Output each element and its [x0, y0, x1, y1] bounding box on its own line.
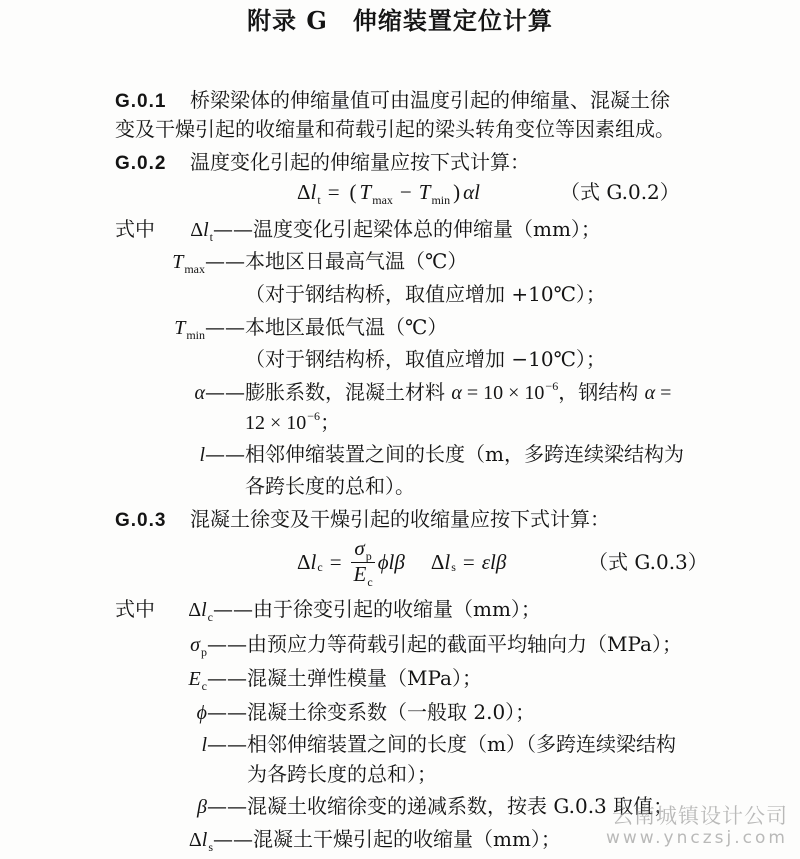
definition-beta	[0, 794, 673, 819]
open-paren: (	[349, 180, 357, 204]
definition-phi	[0, 700, 535, 725]
formula-g02	[297, 180, 480, 207]
equals-sign: =	[329, 549, 342, 574]
definition-alpha	[0, 380, 671, 407]
minus-sign: −	[399, 180, 412, 204]
symbol-beta	[0, 794, 207, 819]
clause-g03	[115, 507, 610, 533]
var-e: E	[188, 668, 201, 690]
definition-text-a: ——膨胀系数，混凝土材料	[205, 380, 452, 404]
definition-text: ——相邻伸缩装置之间的长度（m，多跨连续梁结构为	[205, 442, 684, 466]
definition-t-max-note: （对于钢结构桥，取值应增加 +10℃）；	[245, 282, 606, 306]
definition-t-min	[0, 315, 447, 342]
symbol-sigma-p	[0, 632, 207, 659]
definition-text: ——由预应力等荷载引起的截面平均轴向力（MPa）；	[207, 632, 682, 656]
formula-label-g03: （式 G.0.3）	[588, 550, 708, 574]
definition-delta-lc	[0, 597, 541, 624]
where-label-g03: 式中	[115, 597, 155, 621]
definition-text: ——混凝土徐变系数（一般取 2.0）；	[207, 700, 536, 724]
subscript-c: c	[201, 679, 207, 693]
subscript-c: c	[317, 559, 323, 574]
clause-number-g03: G.0.3	[115, 510, 167, 531]
var-e: E	[353, 561, 367, 586]
subscript-c: c	[207, 610, 213, 624]
definition-text: ——混凝土干燥引起的收缩量（mm）；	[213, 827, 561, 851]
symbol-delta-lc	[0, 597, 213, 624]
var-beta: β	[197, 796, 207, 818]
definition-text: ——温度变化引起梁体总的伸缩量（mm）；	[213, 217, 601, 241]
watermark-company: 云南城镇设计公司	[612, 804, 788, 828]
definition-text: ——本地区日最高气温（℃）	[205, 249, 468, 273]
formula-g03	[297, 535, 507, 589]
var-phi-l-beta: ϕlβ	[377, 549, 405, 574]
var-l: l	[201, 734, 207, 756]
definition-l-g03	[0, 732, 676, 757]
definition-t-min-note: （对于钢结构桥，取值应增加 −10℃）；	[245, 347, 606, 371]
clause-g01-text-1: 桥梁梁体的伸缩量值可由温度引起的伸缩量、混凝土徐	[190, 88, 670, 112]
delta-symbol: Δ	[430, 549, 445, 574]
definition-delta-lt	[0, 217, 601, 244]
symbol-l	[0, 442, 205, 467]
clause-number-g01: G.0.1	[115, 91, 167, 112]
var-l: l	[444, 549, 451, 574]
delta-symbol: Δ	[297, 549, 311, 574]
var-l: l	[199, 444, 205, 466]
definition-sigma-p	[0, 632, 682, 659]
fraction-sigma-over-e	[351, 535, 376, 589]
var-epsilon-l-beta: εlβ	[481, 549, 507, 574]
var-t: T	[172, 251, 184, 273]
var-l: l	[203, 219, 209, 241]
symbol-t-max	[0, 249, 205, 276]
definition-text: ——由于徐变引起的收缩量（mm）；	[213, 597, 541, 621]
fraction-denominator	[351, 563, 376, 587]
definition-text: ——混凝土弹性模量（MPa）；	[207, 666, 482, 690]
fraction-numerator	[351, 535, 374, 563]
clause-g02-text: 温度变化引起的伸缩量应按下式计算：	[190, 150, 530, 174]
clause-g01-line1	[115, 88, 670, 114]
definition-text: ——本地区最低气温（℃）	[205, 315, 448, 339]
definition-text: ——相邻伸缩装置之间的长度（m）（多跨连续梁结构	[207, 732, 676, 756]
var-l: l	[310, 549, 317, 574]
exponent: −6	[545, 379, 559, 393]
var-t: T	[174, 317, 186, 339]
symbol-e-c	[0, 666, 207, 693]
symbol-alpha	[0, 380, 205, 405]
var-sigma: σ	[190, 634, 200, 656]
where-label-g02: 式中	[115, 217, 155, 241]
semicolon: ；	[320, 410, 341, 434]
var-alpha: α	[194, 382, 205, 404]
equals-text: =	[655, 382, 672, 404]
subscript-p: p	[201, 645, 207, 659]
delta-symbol: Δ	[188, 599, 202, 621]
var-l: l	[310, 180, 317, 204]
var-t-min: T	[418, 180, 431, 204]
var-alpha-inline-2: α	[644, 382, 656, 404]
clause-g03-text: 混凝土徐变及干燥引起的收缩量应按下式计算：	[190, 507, 610, 531]
concrete-value: = 10 × 10	[461, 382, 545, 404]
subscript-max: max	[372, 193, 393, 207]
subscript-min: min	[186, 328, 205, 342]
subscript-t: t	[317, 193, 321, 207]
page-title: 附录 G 伸缩装置定位计算	[247, 6, 553, 35]
clause-g02	[115, 150, 530, 176]
subscript-s: s	[451, 559, 456, 574]
subscript-c: c	[367, 574, 373, 589]
definition-text-b: ，钢结构	[558, 380, 645, 404]
exponent: −6	[307, 409, 321, 423]
symbol-delta-lt	[0, 217, 213, 244]
definition-l	[0, 442, 684, 467]
definition-text: ——混凝土收缩徐变的递减系数，按表 G.0.3 取值；	[207, 794, 674, 818]
symbol-delta-ls	[0, 827, 213, 854]
var-t-max: T	[359, 180, 372, 204]
definition-delta-ls	[0, 827, 561, 854]
definition-alpha-cont	[245, 410, 340, 437]
var-l: l	[201, 829, 208, 851]
subscript-p: p	[365, 548, 372, 563]
delta-symbol: Δ	[188, 829, 202, 851]
subscript-t: t	[209, 230, 213, 244]
var-alpha-inline: α	[451, 382, 462, 404]
delta-symbol: Δ	[297, 180, 311, 204]
var-alpha-l: αl	[463, 180, 480, 204]
symbol-phi	[0, 700, 207, 725]
clause-number-g02: G.0.2	[115, 153, 167, 174]
subscript-max: max	[184, 262, 205, 276]
subscript-min: min	[431, 193, 451, 207]
close-paren: )	[453, 180, 461, 204]
symbol-l	[0, 732, 207, 757]
delta-symbol: Δ	[190, 219, 204, 241]
var-phi: ϕ	[196, 702, 207, 724]
var-sigma: σ	[354, 535, 365, 560]
steel-value: 12 × 10	[245, 412, 307, 434]
definition-l-g03-cont: 为各跨长度的总和）；	[247, 762, 437, 786]
definition-t-max	[0, 249, 467, 276]
clause-g01-line2: 变及干燥引起的收缩量和荷载引起的梁头转角变位等因素组成。	[115, 117, 675, 141]
equals-sign: =	[462, 549, 475, 574]
symbol-t-min	[0, 315, 205, 342]
formula-label-g02: （式 G.0.2）	[560, 180, 680, 204]
equals-sign: =	[327, 180, 340, 204]
watermark-url: www.ynczsj.com	[606, 828, 788, 848]
var-l: l	[201, 599, 207, 621]
subscript-s: s	[208, 840, 213, 854]
definition-e-c	[0, 666, 482, 693]
definition-l-cont: 各跨长度的总和）。	[245, 474, 415, 498]
